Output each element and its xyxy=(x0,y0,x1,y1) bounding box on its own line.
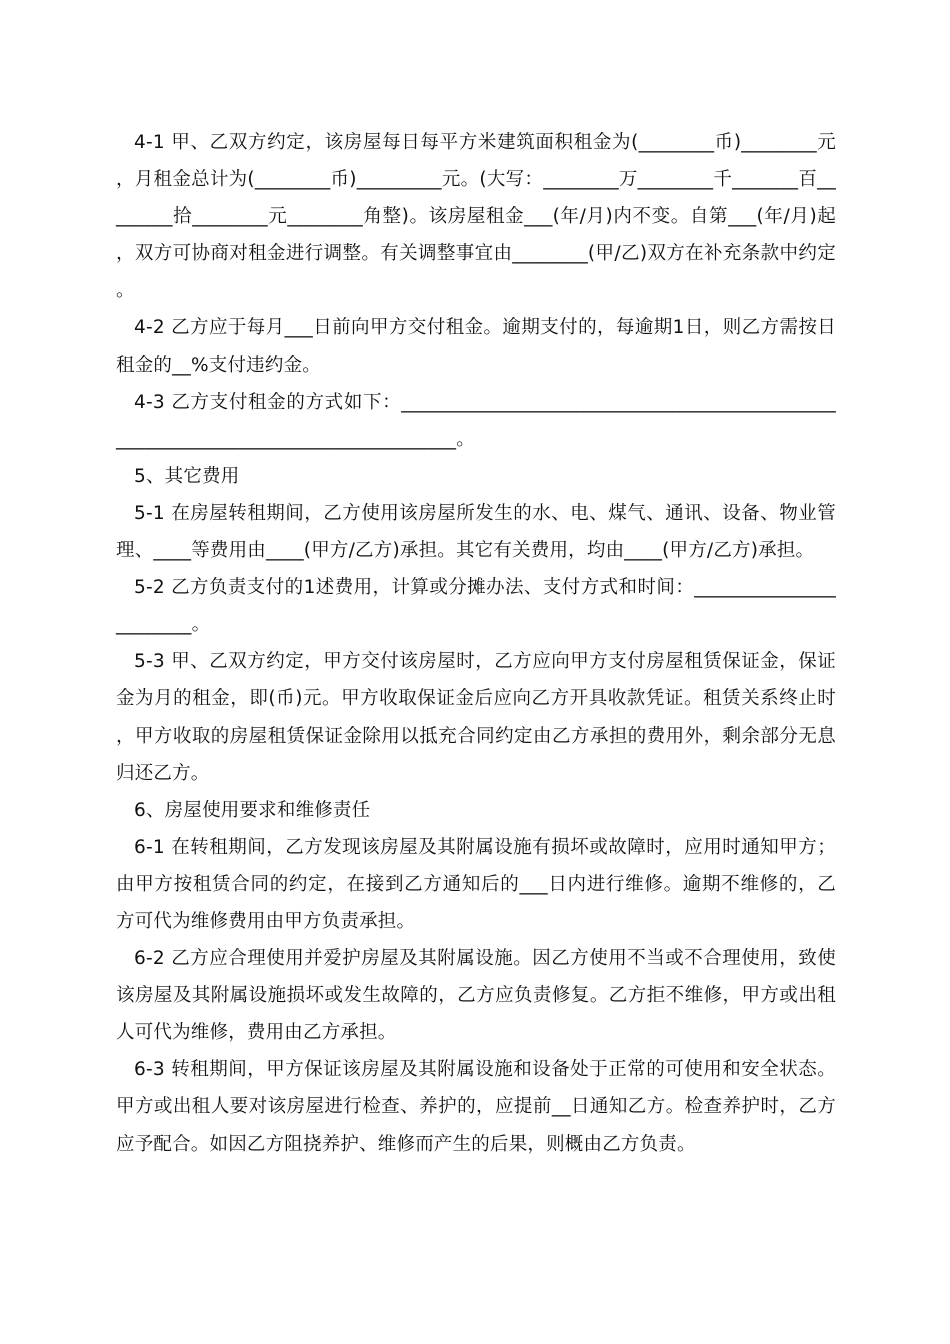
clause-6-2: 6-2 乙方应合理使用并爱护房屋及其附属设施。因乙方使用不当或不合理使用，致使该房屋及其附属设施损坏或发生故障的，乙方应负责修复。乙方拒不维修，甲方或出租人可代为维修，费用由乙方承担。 xyxy=(116,948,836,1044)
clause-5-1: 5-1 在房屋转租期间，乙方使用该房屋所发生的水、电、煤气、通讯、设备、物业管理、____等费用由____(甲方/乙方)承担。其它有关费用，均由____(甲方/乙方)承担。 xyxy=(116,502,836,562)
clause-5-2: 5-2 乙方负责支付的1述费用，计算或分摊办法、支付方式和时间：_______________________。 xyxy=(116,577,836,636)
clause-5-3: 5-3 甲、乙双方约定，甲方交付该房屋时，乙方应向甲方支付房屋租赁保证金，保证金为月的租金，即(币)元。甲方收取保证金后应向乙方开具收款凭证。租赁关系终止时，甲方收取的房屋租赁保证金除用以抵充合同约定由乙方承担的费用外，剩余部分无息归还乙方。 xyxy=(116,651,836,784)
section-5-heading: 5、其它费用 xyxy=(134,465,240,487)
document-body xyxy=(116,124,836,1163)
section-6-heading: 6、房屋使用要求和维修责任 xyxy=(134,799,371,821)
clause-4-2: 4-2 乙方应于每月___日前向甲方交付租金。逾期支付的，每逾期1日，则乙方需按日租金的__%支付违约金。 xyxy=(116,317,836,376)
clause-4-1: 4-1 甲、乙双方约定，该房屋每日每平方米建筑面积租金为(________币)________元，月租金总计为(________币)_________元。(大写：________万________千_______百________拾________元________角整)。该房屋租金___(年/月)内不变。自第___(年/月)起，双方可协商对租金进行调整。有关调整事宜由________(甲/乙)双方在补充条款中约定。 xyxy=(116,132,836,302)
clause-4-3: 4-3 乙方支付租金的方式如下：__________________________________________________________________________________。 xyxy=(116,391,836,450)
clause-6-1: 6-1 在转租期间，乙方发现该房屋及其附属设施有损坏或故障时，应用时通知甲方；由甲方按租赁合同的约定，在接到乙方通知后的___日内进行维修。逾期不维修的，乙方可代为维修费用由甲方负责承担。 xyxy=(116,836,836,932)
clause-6-3: 6-3 转租期间，甲方保证该房屋及其附属设施和设备处于正常的可使用和安全状态。甲方或出租人要对该房屋进行检查、养护的，应提前__日通知乙方。检查养护时，乙方应予配合。如因乙方阻挠养护、维修而产生的后果，则概由乙方负责。 xyxy=(116,1059,836,1155)
